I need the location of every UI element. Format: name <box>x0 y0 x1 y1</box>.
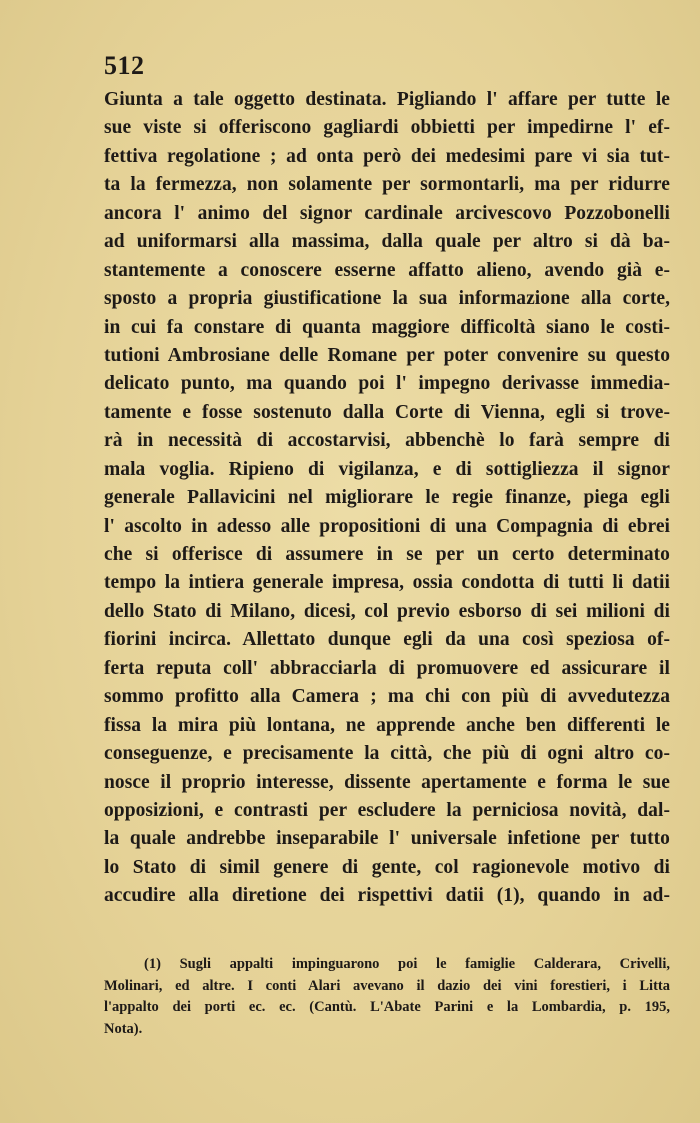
footnote-line: (1) Sugli appalti impinguarono poi le famiglie Calderara, Crivelli, <box>144 956 670 972</box>
text-line: accudire alla diretione dei rispettivi datii (1), quando in ad- <box>104 885 670 907</box>
text-line: Giunta a tale oggetto destinata. Pigliando l' affare per tutte le <box>104 89 670 110</box>
text-line: tutioni Ambrosiane delle Romane per poter convenire su questo <box>104 344 670 366</box>
text-line: conseguenze, e precisamente la città, che più di ogni altro co- <box>104 743 670 765</box>
text-line: in cui fa constare di quanta maggiore difficoltà siano le costi- <box>104 316 670 338</box>
text-line: ad uniformarsi alla massima, dalla quale per altro si dà ba- <box>104 231 670 253</box>
text-line: che si offerisce di assumere in se per un certo determinato <box>104 544 670 565</box>
text-line: sue viste si offeriscono gagliardi obbietti per impedirne l' ef- <box>104 117 670 139</box>
page-number: 512 <box>104 51 145 80</box>
text-line: delicato punto, ma quando poi l' impegno derivasse immedia- <box>104 373 670 395</box>
footnote-line: Molinari, ed altre. I conti Alari avevano il dazio dei vini forestieri, i Litta <box>104 977 670 994</box>
text-line: sposto a propria giustificatione la sua informazione alla corte, <box>104 288 670 310</box>
text-line: fiorini incirca. Allettato dunque egli da una così speziosa of- <box>104 629 670 651</box>
text-line: mala voglia. Ripieno di vigilanza, e di sottigliezza il signor <box>104 458 670 480</box>
text-line: ta la fermezza, non solamente per sormontarli, ma per ridurre <box>104 174 670 196</box>
text-line: ferta reputa coll' abbracciarla di promuovere ed assicurare il <box>104 657 670 679</box>
footnote-line: l'appalto dei porti ec. ec. (Cantù. L'Abate Parini e la Lombardia, p. 195, <box>104 999 670 1015</box>
footnote <box>104 954 670 1040</box>
text-line: generale Pallavicini nel migliorare le regie finanze, piega egli <box>104 487 670 509</box>
text-line: tamente e fosse sostenuto dalla Corte di Vienna, egli si trove- <box>104 401 670 423</box>
text-line: rà in necessità di accostarvisi, abbenchè lo farà sempre di <box>104 430 670 452</box>
footnote-line: Nota). <box>104 1020 143 1037</box>
text-line: sommo profitto alla Camera ; ma chi con più di avvedutezza <box>104 686 670 708</box>
text-line: ancora l' animo del signor cardinale arcivescovo Pozzobonelli <box>104 202 670 224</box>
text-line: opposizioni, e contrasti per escludere la perniciosa novità, dal- <box>104 799 670 821</box>
text-line: stantemente a conoscere esserne affatto alieno, avendo già e- <box>104 259 670 281</box>
text-line: tempo la intiera generale impresa, ossia condotta di tutti li datii <box>104 572 670 594</box>
text-line: la quale andrebbe inseparabile l' universale infetione per tutto <box>104 828 670 850</box>
text-line: l' ascolto in adesso alle propositioni di una Compagnia di ebrei <box>104 515 670 537</box>
text-line: nosce il proprio interesse, dissente apertamente e forma le sue <box>104 771 670 793</box>
text-line: lo Stato di simil genere di gente, col ragionevole motivo di <box>104 856 670 878</box>
text-line: fettiva regolatione ; ad onta però dei medesimi pare vi sia tut- <box>104 145 670 167</box>
text-line: dello Stato di Milano, dicesi, col previo esborso di sei milioni di <box>104 600 670 622</box>
body-text <box>104 86 670 911</box>
text-line: fissa la mira più lontana, ne apprende anche ben differenti le <box>104 714 670 736</box>
